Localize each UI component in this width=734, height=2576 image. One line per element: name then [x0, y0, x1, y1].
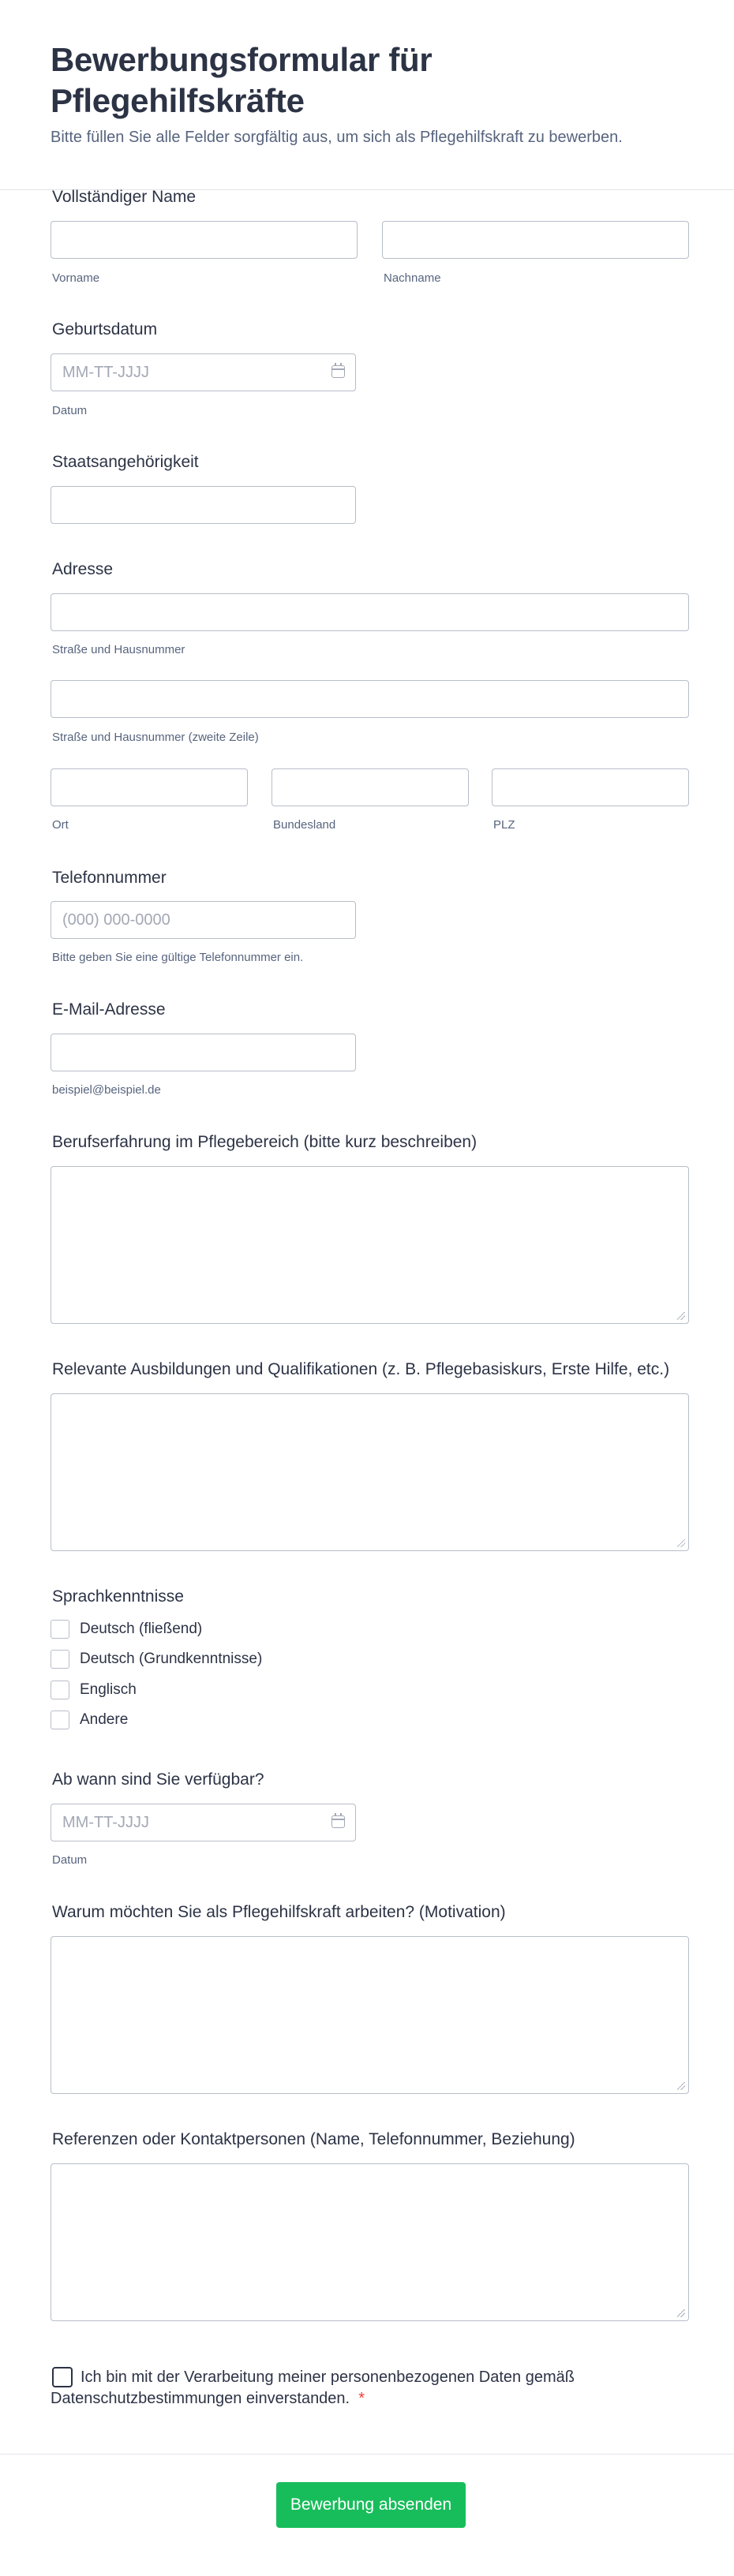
checkbox-german-fluent[interactable]: [51, 1620, 69, 1639]
resize-grip-icon[interactable]: [677, 1312, 685, 1320]
birthdate-field: [51, 353, 356, 391]
street-line1-sublabel: Straße und Hausnummer: [52, 643, 185, 656]
name-label: Vollständiger Name: [52, 188, 197, 206]
calendar-icon[interactable]: [331, 365, 345, 378]
street-line1-input[interactable]: [51, 593, 689, 631]
birthdate-label: Geburtsdatum: [52, 320, 158, 338]
resize-grip-icon[interactable]: [677, 1539, 685, 1547]
first-name-input[interactable]: [51, 221, 358, 259]
availability-sublabel: Datum: [52, 1853, 88, 1867]
nationality-label: Staatsangehörigkeit: [52, 453, 199, 471]
phone-sublabel: Bitte geben Sie eine gültige Telefonnummer ein.: [52, 951, 304, 964]
calendar-icon[interactable]: [331, 1815, 345, 1828]
consent-text-line2: [51, 2388, 365, 2410]
motivation-label: Warum möchten Sie als Pflegehilfskraft arbeiten? (Motivation): [52, 1903, 506, 1921]
availability-label: Ab wann sind Sie verfügbar?: [52, 1770, 264, 1789]
resize-grip-icon[interactable]: [677, 2309, 685, 2317]
consent-text-line1: Ich bin mit der Verarbeitung meiner personenbezogenen Daten gemäß: [81, 2368, 575, 2386]
form-header: [0, 0, 734, 190]
checkbox-other[interactable]: [51, 1710, 69, 1729]
checkbox-english[interactable]: [51, 1681, 69, 1699]
checkbox-german-basic[interactable]: [51, 1650, 69, 1669]
zip-sublabel: PLZ: [493, 818, 515, 832]
languages-label: Sprachkenntnisse: [52, 1587, 184, 1606]
phone-input[interactable]: [51, 901, 356, 939]
last-name-sublabel: Nachname: [384, 271, 441, 285]
email-sublabel: beispiel@beispiel.de: [52, 1083, 161, 1097]
city-input[interactable]: [51, 768, 248, 806]
phone-label: Telefonnummer: [52, 869, 167, 887]
checkbox-label[interactable]: Deutsch (fließend): [80, 1621, 203, 1637]
resize-grip-icon[interactable]: [677, 2082, 685, 2090]
required-mark: *: [358, 2390, 365, 2407]
nationality-input[interactable]: [51, 486, 356, 524]
qualifications-textarea[interactable]: [51, 1393, 689, 1551]
availability-field: [51, 1804, 356, 1841]
address-label: Adresse: [52, 560, 114, 578]
qualifications-label: Relevante Ausbildungen und Qualifikationen (z. B. Pflegebasiskurs, Erste Hilfe, etc.): [52, 1360, 670, 1378]
consent-checkbox[interactable]: [52, 2367, 73, 2387]
page-title: Bewerbungsformular für Pflegehilfskräfte: [51, 41, 433, 119]
references-textarea[interactable]: [51, 2163, 689, 2321]
checkbox-label[interactable]: Englisch: [80, 1681, 137, 1698]
motivation-textarea[interactable]: [51, 1936, 689, 2094]
email-input[interactable]: [51, 1034, 356, 1071]
submit-button[interactable]: Bewerbung absenden: [276, 2482, 466, 2528]
street-line2-input[interactable]: [51, 680, 689, 718]
consent-text-line2-content: Datenschutzbestimmungen einverstanden.: [51, 2390, 350, 2407]
state-sublabel: Bundesland: [273, 818, 336, 832]
checkbox-label[interactable]: Deutsch (Grundkenntnisse): [80, 1651, 263, 1667]
page-subtitle: Bitte füllen Sie alle Felder sorgfältig aus, um sich als Pflegehilfskraft zu bewerben.: [51, 129, 623, 146]
availability-input[interactable]: [51, 1804, 356, 1841]
birthdate-input[interactable]: [51, 353, 356, 391]
zip-input[interactable]: [492, 768, 689, 806]
street-line2-sublabel: Straße und Hausnummer (zweite Zeile): [52, 731, 259, 744]
city-sublabel: Ort: [52, 818, 69, 832]
email-label: E-Mail-Adresse: [52, 1000, 166, 1019]
birthdate-sublabel: Datum: [52, 404, 88, 417]
references-label: Referenzen oder Kontaktpersonen (Name, Telefonnummer, Beziehung): [52, 2130, 575, 2148]
experience-label: Berufserfahrung im Pflegebereich (bitte kurz beschreiben): [52, 1133, 477, 1151]
experience-textarea[interactable]: [51, 1166, 689, 1324]
state-input[interactable]: [272, 768, 469, 806]
first-name-sublabel: Vorname: [52, 271, 100, 285]
checkbox-label[interactable]: Andere: [80, 1711, 129, 1728]
last-name-input[interactable]: [382, 221, 689, 259]
